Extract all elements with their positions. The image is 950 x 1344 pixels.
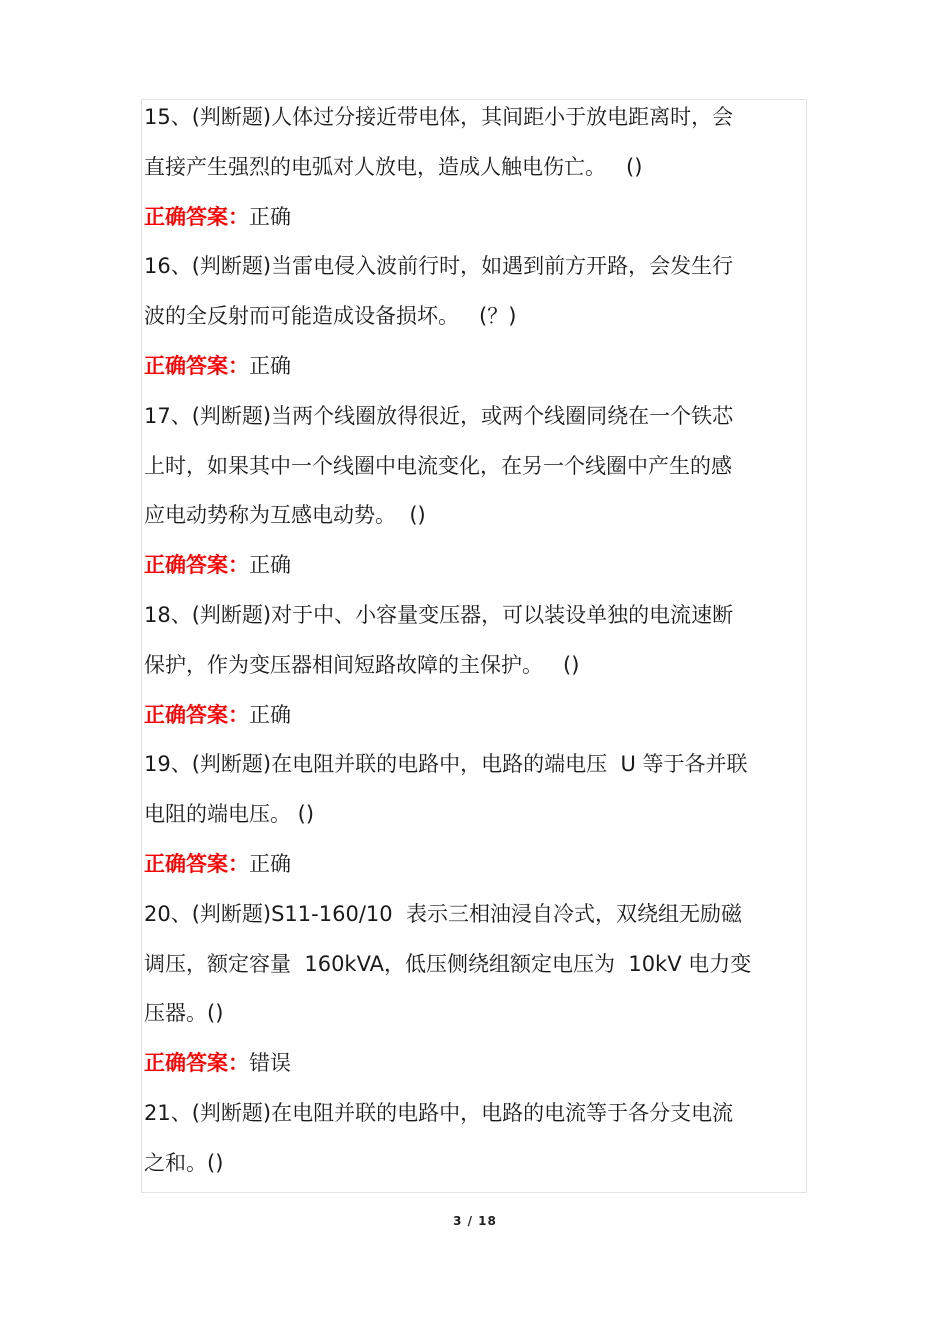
- question-15: [144, 93, 808, 242]
- document-content: [144, 93, 808, 1189]
- question-text-line: 17、(判断题)当两个线圈放得很近，或两个线圈同绕在一个铁芯: [144, 403, 734, 428]
- answer-label: 正确答案：: [144, 702, 249, 727]
- page-number: 3 / 18: [453, 1214, 497, 1228]
- question-text-line: 15、(判断题)人体过分接近带电体，其间距小于放电距离时，会: [144, 105, 734, 129]
- answer-line: [144, 840, 808, 890]
- question-text-line: 18、(判断题)对于中、小容量变压器，可以装设单独的电流速断: [144, 602, 734, 627]
- answer-value: 正确: [249, 204, 291, 229]
- question-text-line: 调压，额定容量 160kVA，低压侧绕组额定电压为 10kV 电力变: [144, 951, 752, 976]
- question-text-line: 之和。(): [144, 1150, 224, 1175]
- answer-line: [144, 193, 808, 243]
- question-text-line: 电阻的端电压。 (): [144, 802, 315, 827]
- answer-line: [144, 691, 808, 741]
- answer-label: 正确答案：: [144, 851, 249, 876]
- question-19: [144, 740, 808, 889]
- answer-value: 正确: [249, 851, 291, 876]
- question-20: [144, 890, 808, 1089]
- answer-line: [144, 541, 808, 591]
- question-18: [144, 591, 808, 740]
- answer-value: 正确: [249, 353, 291, 378]
- answer-line: [144, 342, 808, 392]
- question-17: [144, 392, 808, 591]
- question-text-line: 上时，如果其中一个线圈中电流变化，在另一个线圈中产生的感: [144, 453, 732, 478]
- question-text-line: 波的全反射而可能造成设备损坏。 (？): [144, 304, 517, 329]
- answer-value: 正确: [249, 553, 291, 578]
- answer-value: 正确: [249, 702, 291, 727]
- question-text-line: 应电动势称为互感电动势。 (): [144, 503, 426, 528]
- answer-label: 正确答案：: [144, 1051, 249, 1076]
- answer-value: 错误: [249, 1051, 291, 1076]
- question-text-line: 21、(判断题)在电阻并联的电路中，电路的电流等于各分支电流: [144, 1100, 734, 1125]
- question-21: [144, 1089, 808, 1189]
- question-text-line: 19、(判断题)在电阻并联的电路中，电路的端电压 U 等于各并联: [144, 752, 748, 777]
- answer-label: 正确答案：: [144, 353, 249, 378]
- question-text-line: 16、(判断题)当雷电侵入波前行时，如遇到前方开路，会发生行: [144, 254, 734, 279]
- question-text-line: 20、(判断题)S11-160/10 表示三相油浸自冷式，双绕组无励磁: [144, 901, 742, 926]
- answer-line: [144, 1039, 808, 1089]
- question-text-line: 保护，作为变压器相间短路故障的主保护。 (): [144, 652, 580, 677]
- answer-label: 正确答案：: [144, 204, 249, 229]
- question-16: [144, 242, 808, 391]
- question-text-line: 压器。(): [144, 1001, 224, 1026]
- question-text-line: 直接产生强烈的电弧对人放电，造成人触电伤亡。 (): [144, 154, 643, 179]
- answer-label: 正确答案：: [144, 553, 249, 578]
